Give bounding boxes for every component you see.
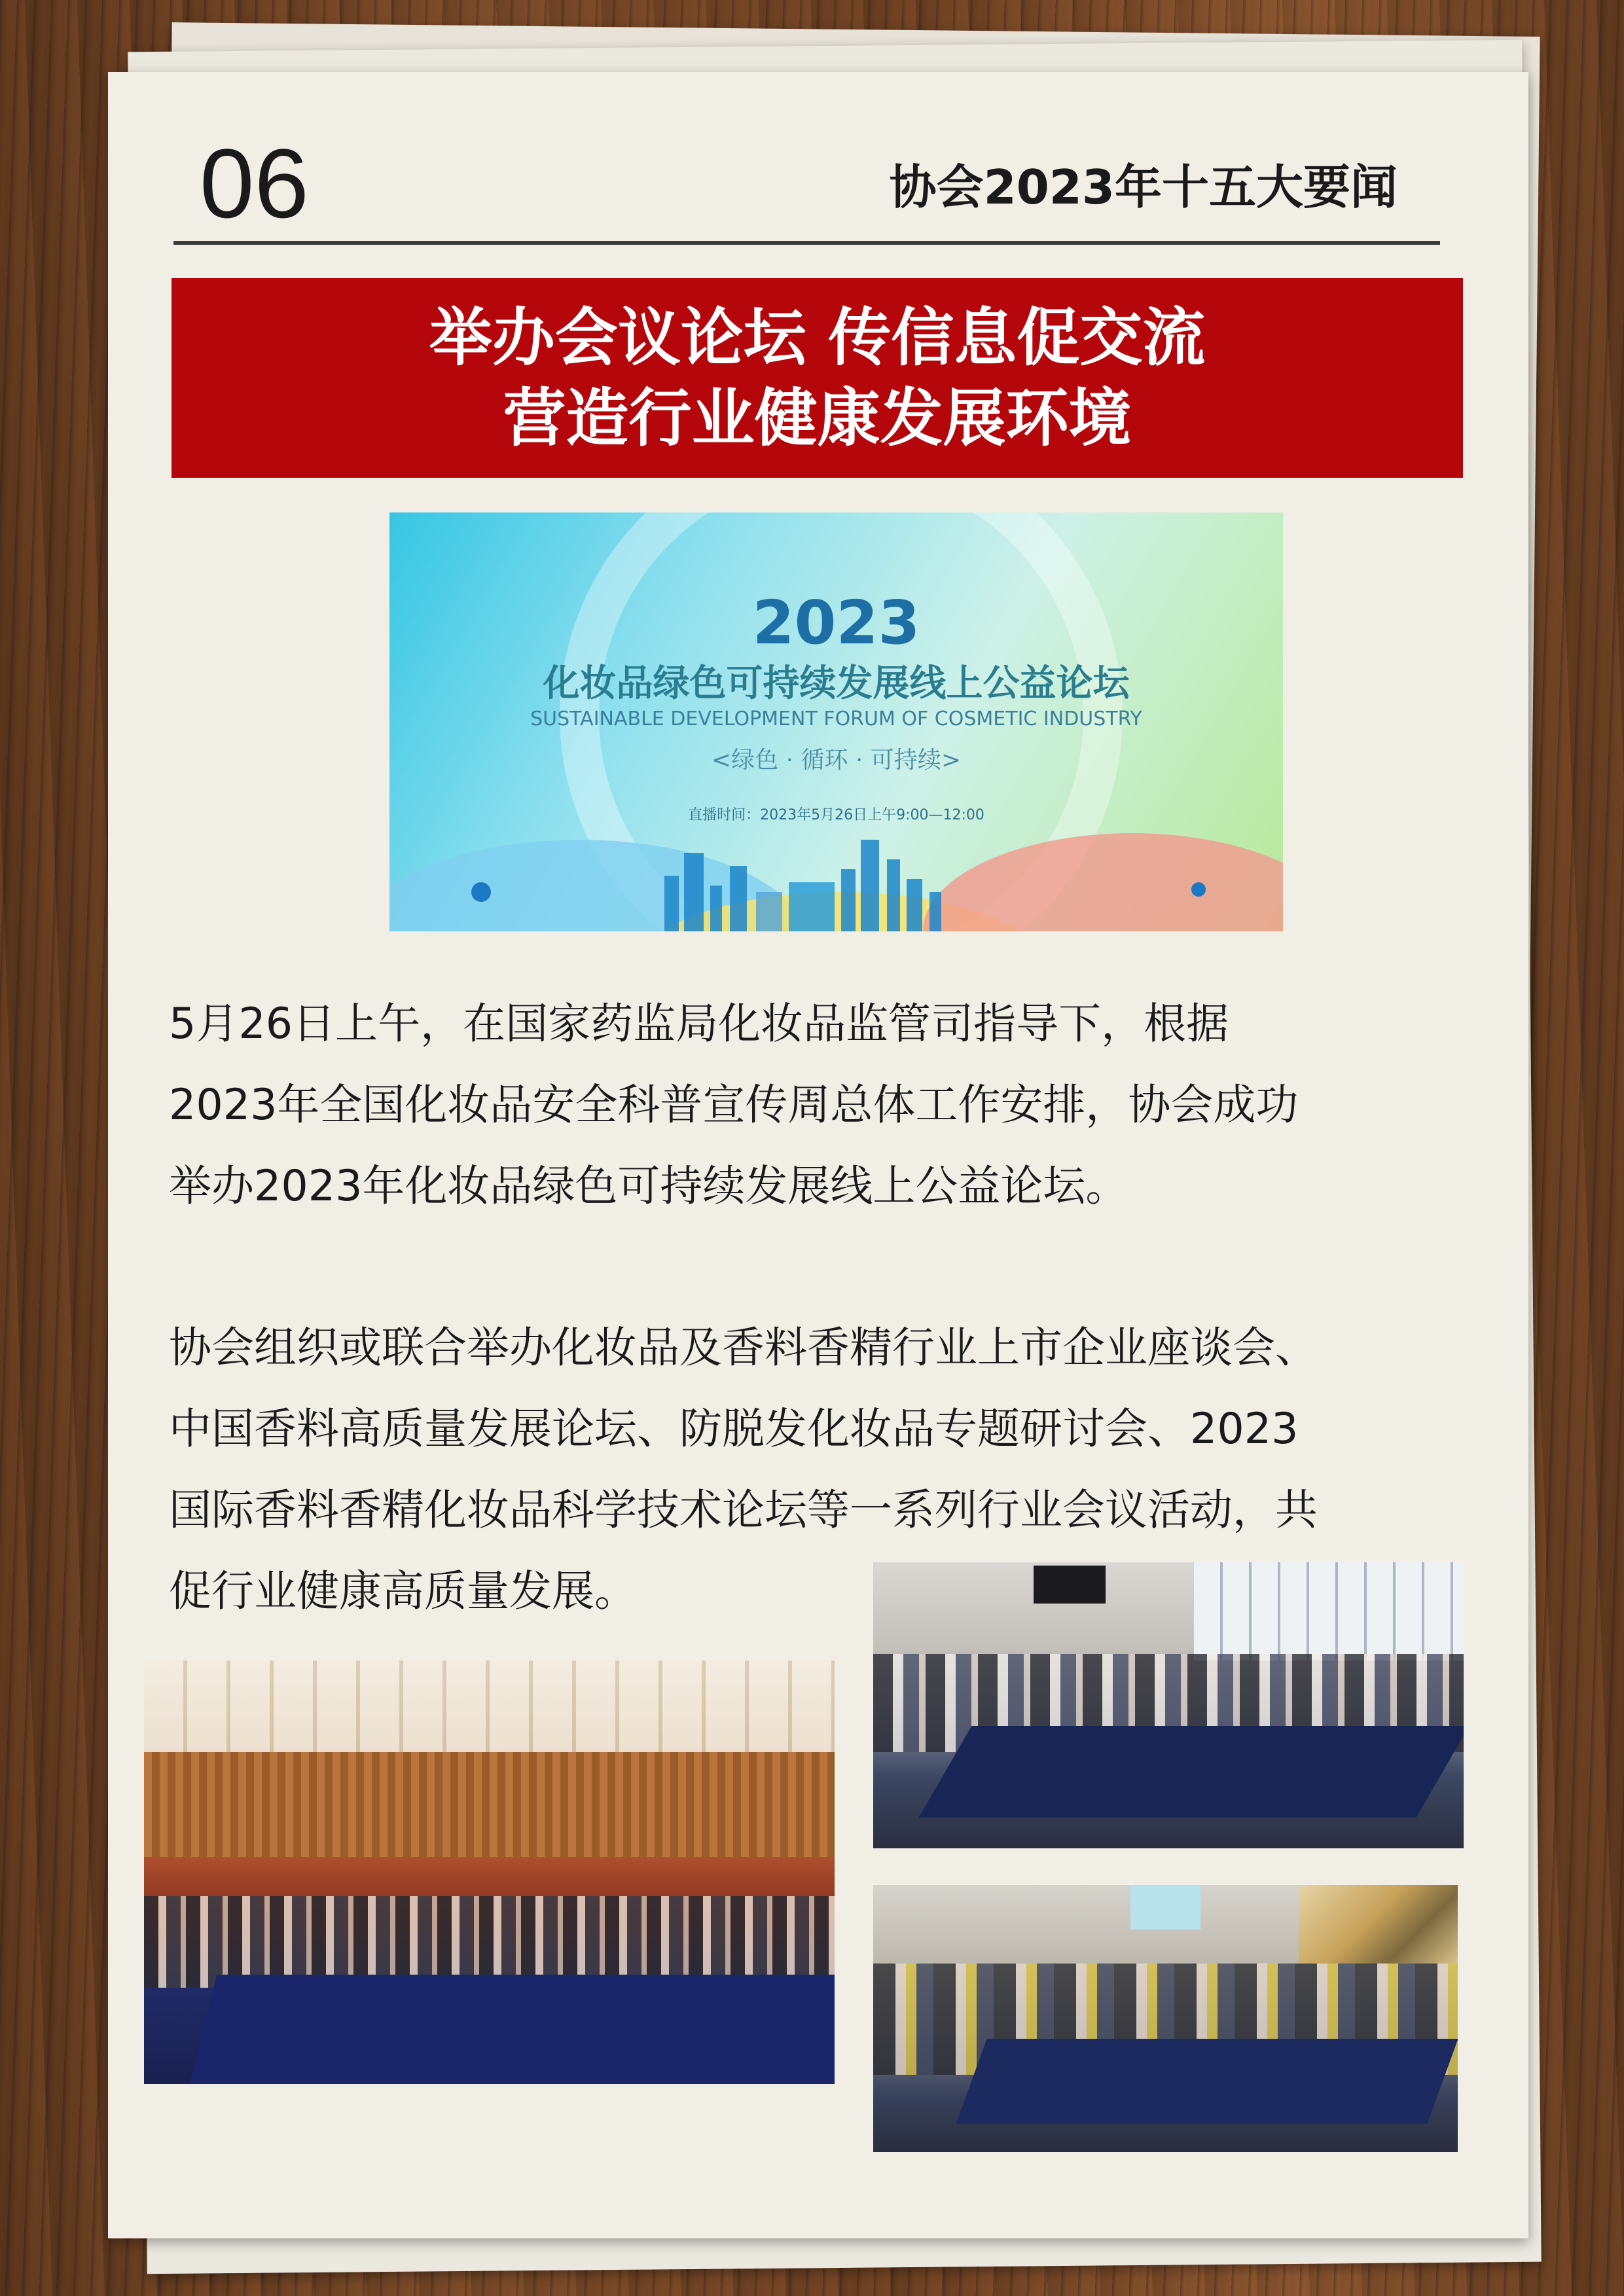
photo-windows [1194,1562,1464,1660]
photo-wall-panels [144,1752,835,1857]
poster-title: 化妆品绿色可持续发展线上公益论坛 [543,662,1130,705]
paragraph-line: 促行业健康高质量发展。 [169,1567,638,1616]
paragraph-1 [169,984,1478,1227]
poster-building [664,876,679,931]
paragraph-line: 2023年全国化妆品安全科普宣传周总体工作安排，协会成功 [169,1081,1299,1130]
photo-table [189,1975,835,2084]
photo-audience [144,1896,835,1988]
poster-building [710,886,722,931]
poster-building [841,869,856,931]
paragraph-line: 中国香料高质量发展论坛、防脱发化妆品专题研讨会、2023 [169,1405,1299,1454]
photo-ceiling [144,1660,835,1759]
poster-time: 直播时间：2023年5月26日上午9:00—12:00 [688,807,984,823]
paragraph-line: 5月26日上午，在国家药监局化妆品监管司指导下，根据 [169,999,1229,1049]
poster-dot [1191,882,1206,897]
paragraph-line: 协会组织或联合举办化妆品及香料香精行业上市企业座谈会、 [169,1323,1318,1372]
conference-hall-photo [144,1660,835,2084]
roundtable-meeting-photo [873,1562,1464,1848]
photo-tv-screen [1034,1566,1106,1604]
seminar-meeting-photo [873,1885,1458,2152]
paragraph-line: 国际香料香精化妆品科学技术论坛等一系列行业会议活动，共 [169,1486,1318,1535]
header-divider [173,241,1440,245]
poster-english-title: SUSTAINABLE DEVELOPMENT FORUM OF COSMETIC INDUSTRY [530,708,1142,730]
poster-tagline: <绿色 · 循环 · 可持续> [712,747,961,774]
poster-building [887,859,900,931]
photo-table [956,2039,1458,2124]
poster-year: 2023 [752,588,920,658]
photo-table [919,1726,1464,1818]
photo-projector-screen [1130,1885,1200,1929]
poster-building [861,840,879,931]
page [108,72,1528,2238]
poster-building [907,879,922,931]
forum-poster-image [389,512,1283,931]
photo-landscape-painting [1299,1885,1458,1964]
poster-dot [471,882,491,902]
page-number: 06 [200,128,309,238]
poster-building [789,882,835,931]
headline-banner [171,278,1463,478]
section-title: 协会2023年十五大要闻 [889,160,1398,215]
poster-building [684,853,704,931]
paragraph-line: 举办2023年化妆品绿色可持续发展线上公益论坛。 [169,1162,1128,1211]
headline-line-1: 举办会议论坛 传信息促交流 [429,300,1206,374]
poster-building [756,892,782,931]
poster-building [929,892,941,931]
headline-line-2: 营造行业健康发展环境 [503,380,1132,455]
poster-building [730,866,747,931]
